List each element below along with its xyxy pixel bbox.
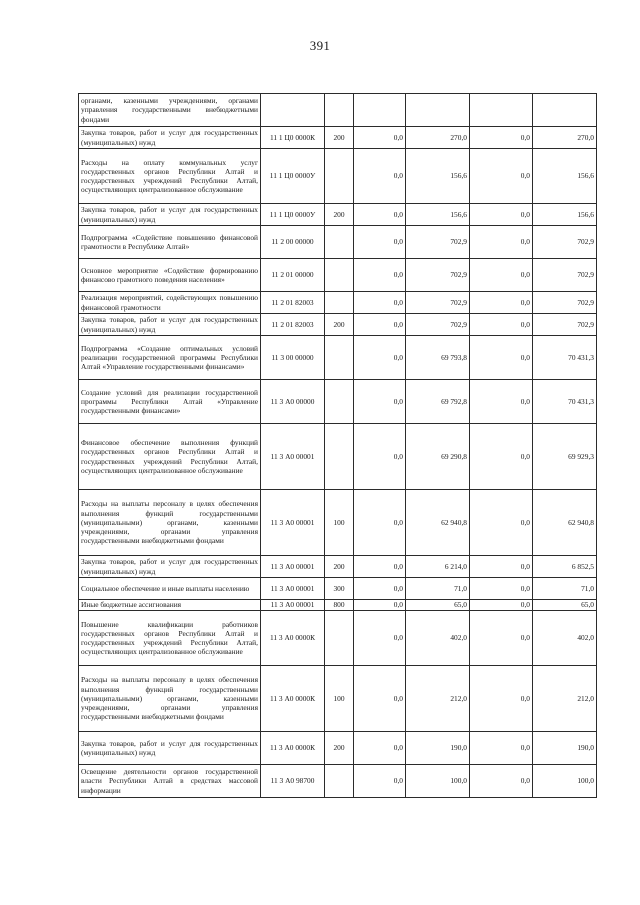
table-row — [79, 600, 597, 611]
row-value-3: 0,0 — [470, 765, 533, 798]
row-value-4: 6 852,5 — [533, 556, 597, 578]
row-value-3: 0,0 — [470, 127, 533, 149]
row-value-1: 0,0 — [354, 380, 406, 424]
row-name: Закупка товаров, работ и услуг для государственных (муниципальных) нужд — [79, 127, 261, 149]
row-name: Социальное обеспечение и иные выплаты населению — [79, 578, 261, 600]
row-code: 11 3 А0 0000К — [261, 611, 325, 666]
row-value-1: 0,0 — [354, 149, 406, 204]
row-value-4: 212,0 — [533, 666, 597, 732]
row-name: Подпрограмма «Создание оптимальных условий реализации государственной программы Республики Алтай «Управление государственными финансами» — [79, 336, 261, 380]
row-value-1: 0,0 — [354, 226, 406, 259]
row-value-1: 0,0 — [354, 600, 406, 611]
row-value-2: 69 792,8 — [406, 380, 470, 424]
table-row — [79, 226, 597, 259]
table-row — [79, 490, 597, 556]
row-value-2: 702,9 — [406, 314, 470, 336]
row-value-3 — [470, 94, 533, 127]
row-value-3: 0,0 — [470, 424, 533, 490]
row-expense-type: 200 — [325, 127, 354, 149]
table-row — [79, 611, 597, 666]
row-name: Повышение квалификации работников государственных органов Республики Алтай и государственных учреждений Республики Алтай, осуществляющих централизованное обслуживание — [79, 611, 261, 666]
row-value-1: 0,0 — [354, 611, 406, 666]
row-value-3: 0,0 — [470, 556, 533, 578]
row-expense-type — [325, 226, 354, 259]
row-value-3: 0,0 — [470, 204, 533, 226]
table-row — [79, 204, 597, 226]
row-code: 11 1 Ц0 0000У — [261, 149, 325, 204]
row-value-2: 6 214,0 — [406, 556, 470, 578]
row-value-4 — [533, 94, 597, 127]
row-value-2: 100,0 — [406, 765, 470, 798]
row-value-3: 0,0 — [470, 380, 533, 424]
row-value-1: 0,0 — [354, 336, 406, 380]
row-value-2: 156,6 — [406, 149, 470, 204]
row-expense-type: 200 — [325, 556, 354, 578]
row-value-2: 156,6 — [406, 204, 470, 226]
row-value-3: 0,0 — [470, 600, 533, 611]
row-value-4: 100,0 — [533, 765, 597, 798]
row-expense-type — [325, 94, 354, 127]
row-code: 11 2 01 00000 — [261, 259, 325, 292]
row-code: 11 3 А0 00000 — [261, 380, 325, 424]
budget-table — [78, 93, 597, 798]
row-value-4: 65,0 — [533, 600, 597, 611]
row-code: 11 2 01 82003 — [261, 292, 325, 314]
row-name: Основное мероприятие «Содействие формированию финансово грамотного поведения населения» — [79, 259, 261, 292]
row-value-3: 0,0 — [470, 732, 533, 765]
row-name: Расходы на выплаты персоналу в целях обеспечения выполнения функций государственными (муниципальными) органами, казенными учреждениями, органами управления государственными внебюджетными фондами — [79, 490, 261, 556]
row-value-4: 270,0 — [533, 127, 597, 149]
row-value-1: 0,0 — [354, 732, 406, 765]
row-value-3: 0,0 — [470, 490, 533, 556]
row-code: 11 3 А0 00001 — [261, 600, 325, 611]
row-code: 11 3 А0 00001 — [261, 578, 325, 600]
row-value-2: 702,9 — [406, 226, 470, 259]
row-value-2: 69 290,8 — [406, 424, 470, 490]
row-value-3: 0,0 — [470, 314, 533, 336]
row-value-2: 71,0 — [406, 578, 470, 600]
row-value-2: 62 940,8 — [406, 490, 470, 556]
row-name: органами, казенными учреждениями, органами управления государственными внебюджетными фондами — [79, 94, 261, 127]
row-expense-type — [325, 424, 354, 490]
row-value-1: 0,0 — [354, 127, 406, 149]
row-value-1: 0,0 — [354, 314, 406, 336]
row-value-4: 702,9 — [533, 292, 597, 314]
row-code: 11 2 01 82003 — [261, 314, 325, 336]
row-value-4: 190,0 — [533, 732, 597, 765]
row-expense-type — [325, 765, 354, 798]
row-value-2: 212,0 — [406, 666, 470, 732]
row-value-4: 156,6 — [533, 149, 597, 204]
row-value-1: 0,0 — [354, 292, 406, 314]
row-value-4: 70 431,3 — [533, 380, 597, 424]
row-expense-type: 200 — [325, 204, 354, 226]
row-value-2: 702,9 — [406, 259, 470, 292]
row-name: Финансовое обеспечение выполнения функций государственных органов Республики Алтай и государственных учреждений Республики Алтай, осуществляющих централизованное обслуживание — [79, 424, 261, 490]
row-value-3: 0,0 — [470, 226, 533, 259]
row-code: 11 2 00 00000 — [261, 226, 325, 259]
row-value-1: 0,0 — [354, 765, 406, 798]
row-expense-type: 100 — [325, 666, 354, 732]
table-row — [79, 666, 597, 732]
row-code — [261, 94, 325, 127]
row-expense-type — [325, 292, 354, 314]
row-expense-type — [325, 259, 354, 292]
row-value-4: 156,6 — [533, 204, 597, 226]
row-name: Реализация мероприятий, содействующих повышению финансовой грамотности — [79, 292, 261, 314]
row-value-4: 71,0 — [533, 578, 597, 600]
row-expense-type: 200 — [325, 314, 354, 336]
row-value-4: 69 929,3 — [533, 424, 597, 490]
row-value-3: 0,0 — [470, 259, 533, 292]
row-value-2: 402,0 — [406, 611, 470, 666]
table-row — [79, 292, 597, 314]
row-code: 11 3 А0 00001 — [261, 556, 325, 578]
page-number: 391 — [309, 38, 331, 53]
row-name: Закупка товаров, работ и услуг для государственных (муниципальных) нужд — [79, 204, 261, 226]
row-name: Освещение деятельности органов государственной власти Республики Алтай в средствах массовой информации — [79, 765, 261, 798]
row-name: Иные бюджетные ассигнования — [79, 600, 261, 611]
table-row — [79, 127, 597, 149]
row-value-1: 0,0 — [354, 424, 406, 490]
row-value-1: 0,0 — [354, 490, 406, 556]
row-value-4: 702,9 — [533, 259, 597, 292]
row-value-4: 702,9 — [533, 314, 597, 336]
row-value-4: 70 431,3 — [533, 336, 597, 380]
row-expense-type — [325, 336, 354, 380]
row-value-2: 270,0 — [406, 127, 470, 149]
row-value-3: 0,0 — [470, 611, 533, 666]
row-expense-type: 200 — [325, 732, 354, 765]
row-expense-type: 300 — [325, 578, 354, 600]
table-row — [79, 578, 597, 600]
row-value-1: 0,0 — [354, 259, 406, 292]
row-value-4: 402,0 — [533, 611, 597, 666]
row-value-3: 0,0 — [470, 336, 533, 380]
row-expense-type — [325, 149, 354, 204]
row-name: Расходы на выплаты персоналу в целях обеспечения выполнения функций государственными (муниципальными) органами, казенными учреждениями, органами управления государственными внебюджетными фондами — [79, 666, 261, 732]
row-expense-type — [325, 611, 354, 666]
row-code: 11 1 Ц0 0000К — [261, 127, 325, 149]
row-value-2: 69 793,8 — [406, 336, 470, 380]
row-value-4: 702,9 — [533, 226, 597, 259]
table-row — [79, 94, 597, 127]
row-value-1 — [354, 94, 406, 127]
table-row — [79, 765, 597, 798]
row-value-3: 0,0 — [470, 666, 533, 732]
row-code: 11 3 А0 0000К — [261, 732, 325, 765]
table-row — [79, 556, 597, 578]
row-expense-type: 100 — [325, 490, 354, 556]
table-row — [79, 424, 597, 490]
table-row — [79, 259, 597, 292]
row-value-3: 0,0 — [470, 292, 533, 314]
row-code: 11 3 А0 0000К — [261, 666, 325, 732]
row-code: 11 3 А0 00001 — [261, 490, 325, 556]
row-name: Расходы на оплату коммунальных услуг государственных органов Республики Алтай и государственных учреждений Республики Алтай, осуществляющих централизованное обслуживание — [79, 149, 261, 204]
table-row — [79, 149, 597, 204]
row-name: Закупка товаров, работ и услуг для государственных (муниципальных) нужд — [79, 314, 261, 336]
row-value-3: 0,0 — [470, 578, 533, 600]
row-code: 11 1 Ц0 0000У — [261, 204, 325, 226]
row-name: Закупка товаров, работ и услуг для государственных (муниципальных) нужд — [79, 556, 261, 578]
row-value-1: 0,0 — [354, 204, 406, 226]
row-code: 11 3 А0 00001 — [261, 424, 325, 490]
row-value-2 — [406, 94, 470, 127]
table-row — [79, 732, 597, 765]
row-name: Подпрограмма «Содействие повышению финансовой грамотности в Республике Алтай» — [79, 226, 261, 259]
row-expense-type: 800 — [325, 600, 354, 611]
row-value-2: 65,0 — [406, 600, 470, 611]
row-value-1: 0,0 — [354, 666, 406, 732]
row-expense-type — [325, 380, 354, 424]
row-name: Создание условий для реализации государственной программы Республики Алтай «Управление государственными финансами» — [79, 380, 261, 424]
row-value-4: 62 940,8 — [533, 490, 597, 556]
row-value-1: 0,0 — [354, 578, 406, 600]
table-row — [79, 314, 597, 336]
row-value-2: 190,0 — [406, 732, 470, 765]
row-value-2: 702,9 — [406, 292, 470, 314]
table-row — [79, 380, 597, 424]
row-value-3: 0,0 — [470, 149, 533, 204]
row-code: 11 3 00 00000 — [261, 336, 325, 380]
row-value-1: 0,0 — [354, 556, 406, 578]
table-row — [79, 336, 597, 380]
row-name: Закупка товаров, работ и услуг для государственных (муниципальных) нужд — [79, 732, 261, 765]
row-code: 11 3 А0 98700 — [261, 765, 325, 798]
